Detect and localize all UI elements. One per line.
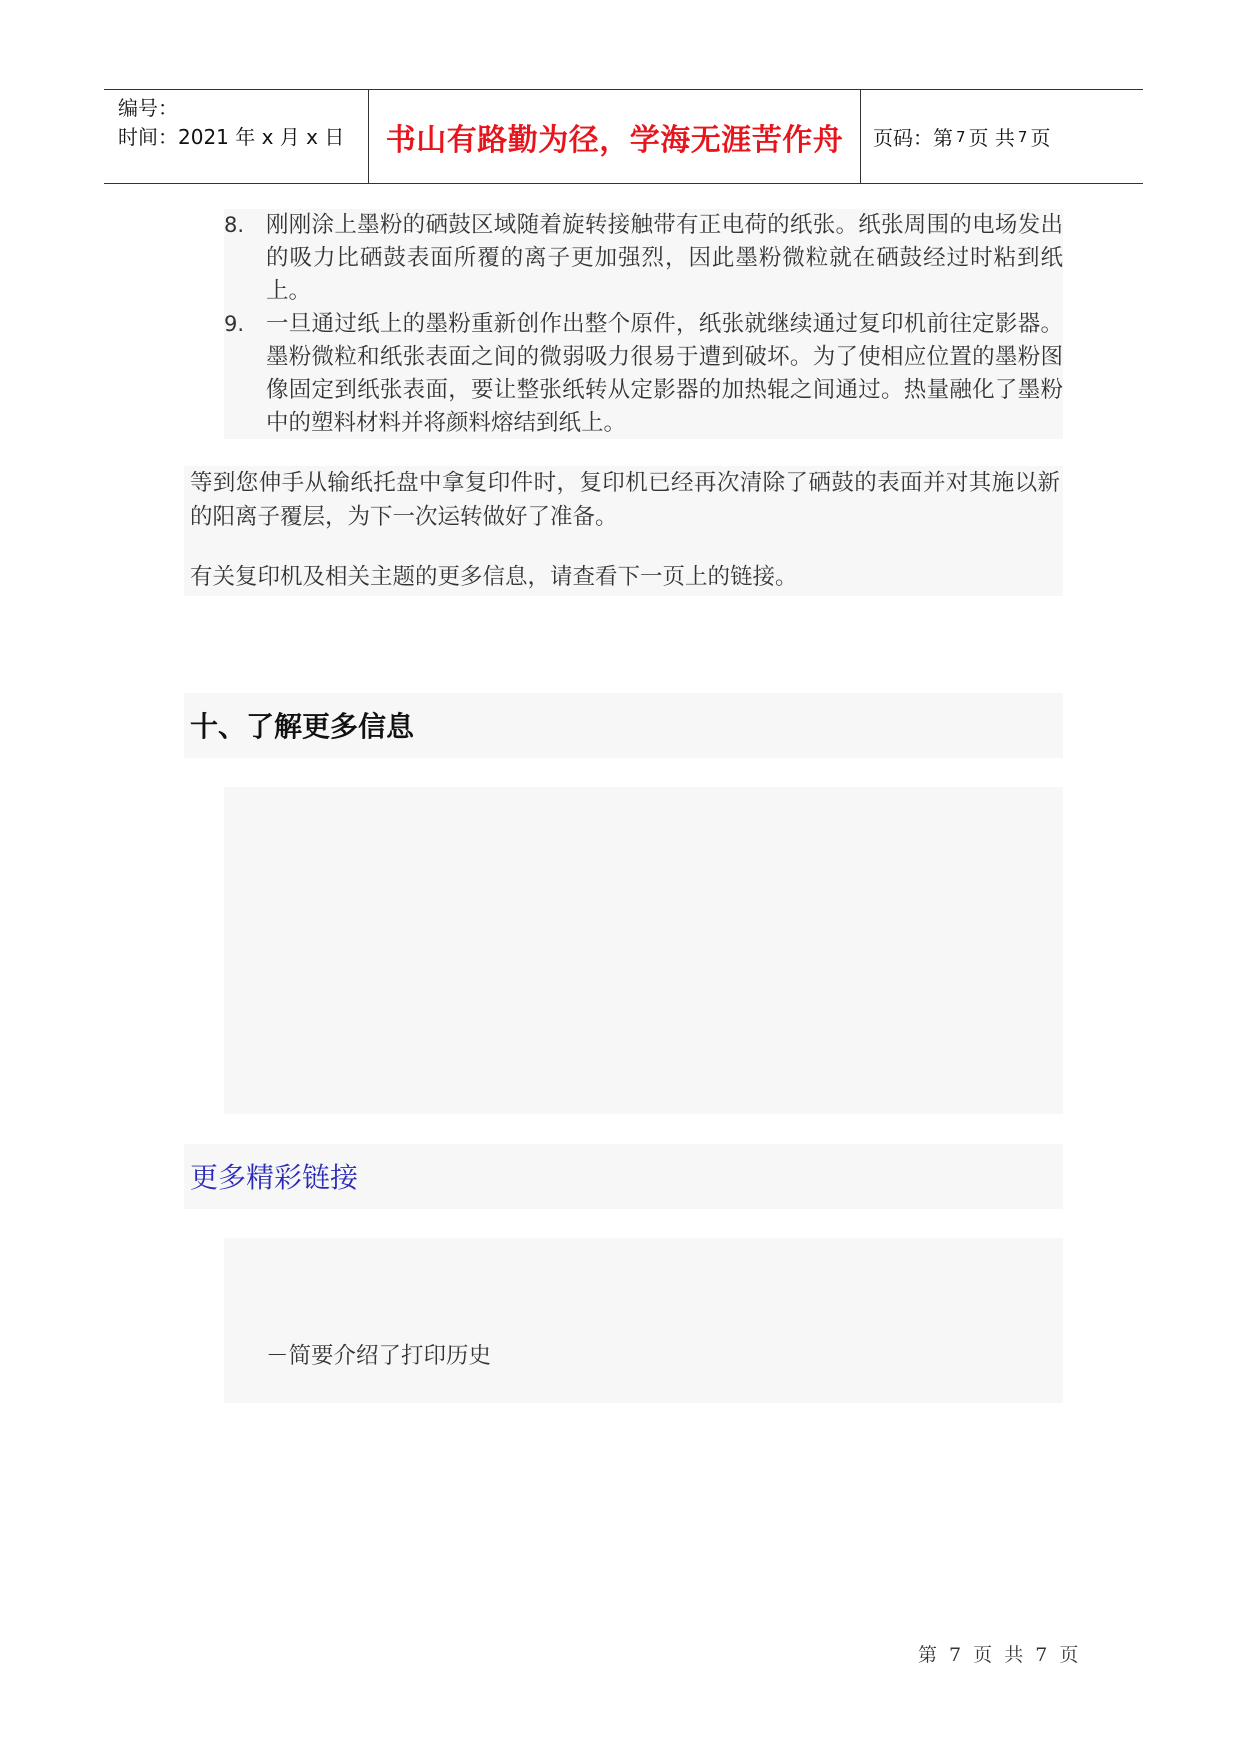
paragraph: 有关复印机及相关主题的更多信息，请查看下一页上的链接。: [190, 564, 798, 590]
list-item: [224, 308, 1063, 440]
page-footer: 第 7 页 共 7 页: [918, 1644, 1079, 1666]
header-motto: 书山有路勤为径，学海无涯苦作舟: [369, 90, 861, 183]
paragraph: 等到您伸手从输纸托盘中拿复印件时，复印机已经再次清除了硒鼓的表面并对其施以新的阳离子覆层，为下一次运转做好了准备。: [190, 470, 1060, 530]
numbered-list: [224, 209, 1063, 439]
section-heading: 十、了解更多信息: [190, 710, 415, 743]
page-mid: 页 共: [968, 126, 1015, 150]
list-item-number: 9.: [224, 312, 245, 336]
list-item: [224, 209, 1063, 308]
document-time-label: 时间：2021 年 x 月 x 日: [118, 125, 345, 149]
document-number-label: 编号：: [118, 96, 178, 120]
links-list: [224, 1238, 1063, 1403]
links-heading-block: [184, 1144, 1063, 1209]
page-total: 7: [1017, 127, 1028, 146]
page-suffix: 页: [1030, 126, 1051, 150]
list-item-text: 一旦通过纸上的墨粉重新创作出整个原件，纸张就继续通过复印机前往定影器。墨粉微粒和纸张表面之间的微弱吸力很易于遭到破坏。为了使相应位置的墨粉图像固定到纸张表面，要让整张纸转从定影器的加热辊之间通过。热量融化了墨粉中的塑料材料并将颜料熔结到纸上。: [266, 311, 1063, 436]
header-page-number: [861, 90, 1143, 183]
links-heading[interactable]: 更多精彩链接: [190, 1161, 359, 1194]
list-item-number: 8.: [224, 213, 245, 237]
link-item[interactable]: －简要介绍了打印历史: [266, 1343, 492, 1369]
list-item-text: 刚刚涂上墨粉的硒鼓区域随着旋转接触带有正电荷的纸张。纸张周围的电场发出的吸力比硒鼓表面所覆的离子更加强烈，因此墨粉微粒就在硒鼓经过时粘到纸上。: [266, 212, 1063, 304]
page-current: 7: [956, 127, 966, 146]
section-heading-block: [184, 693, 1063, 758]
body-paragraphs: [184, 466, 1063, 596]
page-header: [104, 89, 1143, 184]
content-placeholder-area: [224, 787, 1063, 1114]
page-prefix: 页码：第: [873, 126, 953, 150]
header-meta: [104, 90, 369, 183]
